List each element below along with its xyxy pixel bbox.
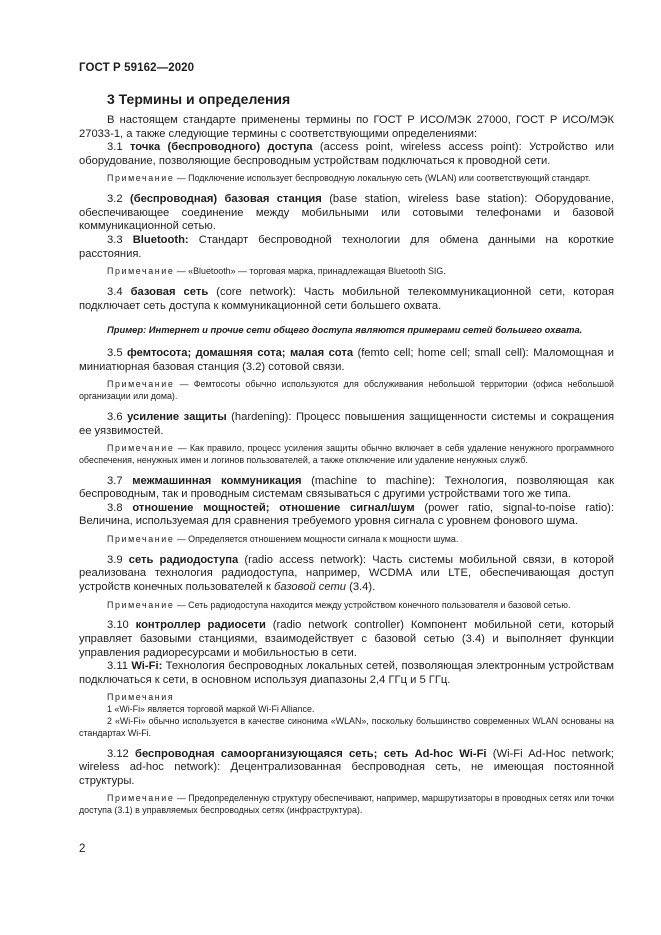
term-name: Bluetooth:	[132, 233, 189, 246]
note-label: Примечание	[107, 599, 175, 610]
term-name: отношение мощностей; отношение сигнал/шум	[132, 501, 415, 514]
term-name: точка (беспроводного) доступа	[129, 141, 313, 154]
note-3-6	[79, 443, 614, 467]
note-3-11-2: 2 «Wi-Fi» обычно используется в качестве синонима «WLAN», поскольку большинство современных WLAN основаны на стандартах Wi-Fi.	[79, 716, 614, 738]
note-3-1	[79, 173, 614, 185]
note-label: Примечание	[107, 379, 175, 390]
term-name: (беспроводная) базовая станция	[129, 193, 322, 206]
term-name: беспроводная самоорганизующаяся сеть; сеть Ad-hoc Wi-Fi	[135, 747, 487, 760]
term-number: 3.9	[107, 553, 123, 566]
note-3-3	[79, 266, 614, 278]
term-definition: Величина, используемая для сравнения требуемого уровня сигнала с уровнем фонового шума.	[79, 515, 578, 528]
term-number: 3.12	[107, 747, 129, 760]
document-body	[79, 114, 614, 817]
term-reference-number: (3.4).	[349, 581, 376, 594]
term-number: 3.6	[107, 410, 123, 423]
term-name: сеть радиодоступа	[128, 553, 239, 566]
term-definition: Маломощная и миниатюрная базовая станция (3.2) сотовой связи.	[79, 347, 614, 373]
term-3-7	[79, 475, 614, 502]
term-3-5	[79, 347, 614, 374]
note-3-12	[79, 793, 614, 817]
note-3-11-1: 1 «Wi-Fi» является торговой маркой Wi-Fi Alliance.	[107, 704, 315, 715]
term-3-11	[79, 660, 614, 687]
term-number: 3.3	[107, 233, 123, 246]
note-label: Примечание	[107, 443, 175, 454]
term-definition: Часть системы мобильной связи, в которой реализована технология радиодоступа, например, WCDMA или LTE, обеспечивающая доступ устройств конечных пользователей к	[79, 553, 615, 594]
example-3-4: Пример: Интернет и прочие сети общего доступа являются примерами сетей большего охвата.	[107, 324, 583, 336]
term-english: (machine to machine):	[311, 474, 435, 487]
section-title: 3 Термины и определения	[107, 91, 291, 107]
note-text: — Фемтосоты обычно используются для обслуживания небольшой территории (офиса небольшой организации или дома).	[79, 379, 614, 402]
term-name: межмашинная коммуникация	[132, 474, 302, 487]
term-3-4	[79, 286, 614, 313]
note-text: — Сеть радиодоступа находится между устройством конечного пользователя и базовой сетью.	[176, 599, 571, 610]
term-3-3	[79, 234, 614, 261]
term-english: (femto cell; home cell; small cell):	[357, 347, 529, 360]
term-definition: Устройство или оборудование, позволяющие беспроводным устройствам подключаться к проводной сети.	[79, 141, 615, 167]
term-3-2	[79, 193, 614, 234]
note-text: — Предопределенную структуру обеспечивают, например, маршрутизаторы в проводных сетях или точки доступа (3.1) в управляемых беспроводных сетях (инфраструктура).	[79, 793, 615, 816]
note-label: Примечание	[107, 266, 175, 277]
term-3-6	[79, 411, 614, 438]
term-definition: Часть мобильной телекоммуникационной сети, которая подключает сеть доступа к коммуникационной сети большего охвата.	[79, 285, 614, 312]
term-english: (Wi-Fi Ad-Hoc network; wireless ad-hoc network):	[79, 747, 615, 774]
page-number: 2	[79, 843, 86, 855]
term-name: базовая сеть	[130, 285, 209, 298]
term-definition: Децентрализованная беспроводная сеть, не имеющая постоянной структуры.	[79, 761, 615, 787]
term-english: (core network):	[216, 285, 296, 298]
note-text: — Подключение использует беспроводную локальную сеть (WLAN) или соответствующий стандарт.	[176, 173, 591, 184]
term-english: (hardening):	[231, 410, 292, 423]
term-definition: Компонент мобильной сети, который управляет базовыми станциями, взаимодействует с базовой сетью (3.4) и выполняет функции управления радиоресурсами и мобильностью в сети.	[79, 619, 615, 659]
term-english: (power ratio, signal-to-noise ratio):	[424, 501, 615, 514]
term-english: (radio network controller)	[272, 619, 404, 632]
term-english: (base station, wireless base station):	[329, 193, 528, 206]
term-3-8	[79, 502, 614, 529]
term-definition: Оборудование, обеспечивающее соединение между мобильными или сотовыми телефонами и базовой коммуникационной сетью.	[79, 193, 615, 233]
term-3-9	[79, 554, 614, 595]
note-label: Примечание	[107, 793, 175, 804]
term-english: (radio access network):	[244, 553, 367, 566]
term-3-1	[79, 141, 614, 168]
term-english: (access point, wireless access point):	[319, 141, 522, 154]
note-3-5	[79, 379, 614, 403]
term-name: усиление защиты	[127, 410, 227, 423]
term-cross-reference: базовой сети	[274, 581, 346, 594]
intro-paragraph: В настоящем стандарте применены термины по ГОСТ Р ИСО/МЭК 27000, ГОСТ Р ИСО/МЭК 27033-1, а также следующие термины с соответствующими определениями:	[79, 114, 614, 140]
term-number: 3.8	[107, 501, 123, 514]
term-3-10	[79, 619, 614, 660]
note-label: Примечание	[107, 173, 175, 184]
term-name: фемтосота; домашняя сота; малая сота	[126, 347, 354, 360]
notes-heading-3-11	[79, 692, 614, 704]
term-definition: Технология, позволяющая как беспроводным, так и проводным системам связываться с другими устройствами того же типа.	[79, 474, 615, 501]
term-number: 3.10	[107, 619, 129, 632]
term-definition: Процесс повышения защищенности системы и сокращения ее уязвимостей.	[79, 410, 615, 437]
note-text: — «Bluetooth» — торговая марка, принадлежащая Bluetooth SIG.	[176, 266, 446, 277]
term-number: 3.1	[107, 141, 123, 154]
note-text: — Определяется отношением мощности сигнала к мощности шума.	[176, 534, 459, 545]
document-code-header: ГОСТ Р 59162—2020	[79, 62, 195, 74]
note-3-9	[79, 600, 614, 612]
note-3-8	[79, 534, 614, 546]
term-definition: Технология беспроводных локальных сетей, позволяющая электронным устройствам подключаться к сети, в основном используя диапазоны 2,4 ГГц и 5 ГГц.	[79, 660, 615, 686]
term-3-12	[79, 748, 614, 789]
term-name: контроллер радиосети	[135, 619, 266, 632]
term-number: 3.7	[107, 474, 123, 487]
term-name: Wi-Fi:	[131, 660, 163, 673]
notes-label: Примечания	[107, 692, 175, 703]
term-definition: Стандарт беспроводной технологии для обмена данными на короткие расстояния.	[79, 233, 615, 260]
term-number: 3.4	[107, 285, 123, 298]
term-number: 3.5	[107, 347, 123, 360]
term-number: 3.2	[107, 193, 123, 206]
note-label: Примечание	[107, 534, 175, 545]
note-text: — Как правило, процесс усиления защиты обычно включает в себя удаление ненужного программного обеспечения, ненужных имен и логинов пользователей, а также отключение или удаление ненужных служб.	[79, 443, 614, 465]
term-number: 3.11	[107, 660, 128, 673]
